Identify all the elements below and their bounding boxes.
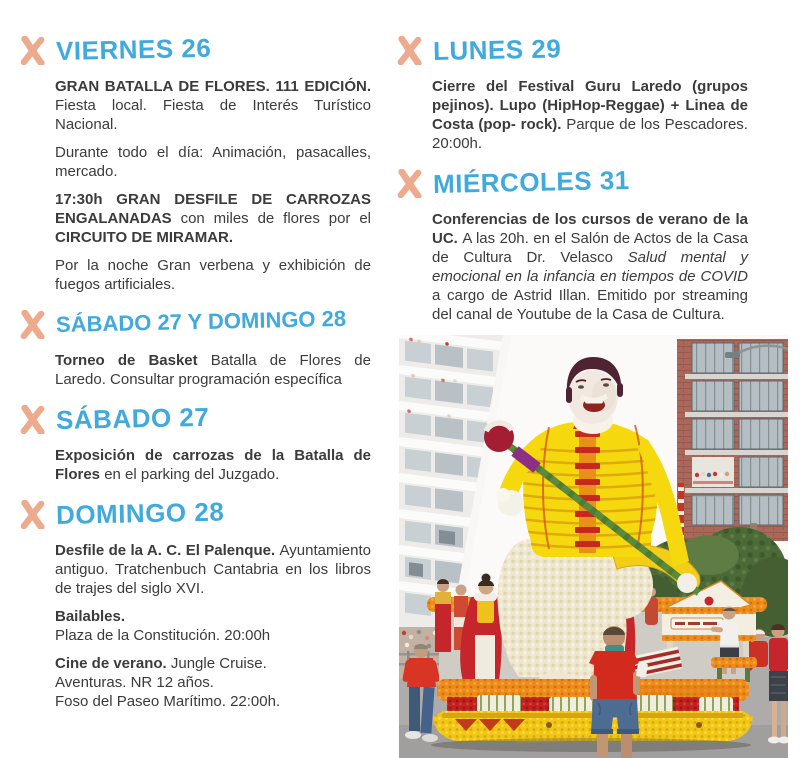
day-section — [18, 305, 371, 389]
text-run: Batalla de Flores de Laredo. Consultar programación específica — [55, 352, 371, 388]
event-paragraph — [55, 256, 371, 294]
day-section-header — [395, 164, 748, 199]
text-run: con miles de flores por el — [180, 210, 371, 227]
event-paragraph — [55, 541, 371, 598]
day-section — [18, 32, 371, 294]
day-section — [18, 401, 371, 484]
day-section-header — [18, 32, 371, 66]
text-run: a cargo de Astrid Illan. Emitido por streaming del canal de Youtube de la Casa de Cultura. — [432, 287, 748, 323]
event-paragraph — [55, 351, 371, 389]
text-run: Conferencias de los cursos de verano de la UC. — [432, 211, 748, 247]
event-paragraph — [55, 446, 371, 484]
day-heading: SÁBADO 27 Y DOMINGO 28 — [55, 305, 347, 337]
event-paragraph — [432, 210, 748, 324]
text-run: A las 20h. en el Salón de Actos de la Casa de Cultura Dr. Velasco — [432, 230, 749, 266]
x-marker-icon — [18, 36, 47, 65]
text-run: Plaza de la Constitución. 20:00h — [55, 627, 271, 644]
day-section-header — [18, 495, 371, 530]
x-marker-icon — [395, 36, 424, 65]
text-run: CIRCUITO DE MIRAMAR. — [55, 229, 234, 246]
text-run: Aventuras. NR 12 años. — [55, 674, 214, 691]
day-section — [18, 495, 371, 711]
day-heading: VIERNES 26 — [55, 32, 212, 66]
event-paragraph — [55, 190, 371, 247]
x-marker-icon — [18, 500, 47, 529]
text-run: Torneo de Basket — [55, 352, 211, 369]
text-run: Foso del Paseo Marítimo. 22:00h. — [55, 693, 281, 710]
text-run: Parque de los Pescadores. 20:00h. — [432, 116, 748, 152]
event-paragraph — [55, 77, 371, 134]
text-run: GRAN BATALLA DE FLORES. 111 EDICIÓN. — [55, 78, 371, 95]
day-section-body — [432, 77, 748, 153]
day-section-header — [395, 32, 748, 66]
text-run: Cine de verano. — [55, 655, 171, 672]
text-run: Jungle Cruise. — [170, 655, 267, 672]
text-run: Durante todo el día: Animación, pasacalles, mercado. — [55, 144, 371, 180]
day-section-body — [55, 541, 371, 711]
day-section — [395, 32, 748, 153]
parade-float-photo — [399, 335, 788, 758]
x-marker-icon — [18, 310, 47, 339]
day-heading: DOMINGO 28 — [55, 495, 225, 530]
right-building — [677, 339, 788, 543]
day-section-body — [55, 446, 371, 484]
text-run: Ayuntamiento antiguo. Tratchenbuch Cantabria en los libros de trajes del siglo XVI. — [55, 542, 371, 597]
event-paragraph — [432, 77, 748, 153]
day-section-body — [432, 210, 748, 324]
text-run: 17:30h GRAN DESFILE DE CARROZAS ENGALANADAS — [55, 191, 371, 227]
text-run: Cierre del Festival Guru Laredo (grupos pejinos). Lupo (HipHop-Reggae) + Linea de Costa (pop- rock). — [432, 78, 748, 133]
day-section-body — [55, 77, 371, 294]
text-run: Bailables. — [55, 608, 126, 625]
x-marker-icon — [18, 405, 47, 434]
day-section-header — [18, 305, 371, 339]
photo-illustration — [399, 335, 788, 758]
text-run: Fiesta local. Fiesta de Interés Turístico Nacional. — [55, 97, 371, 133]
text-run: Salud mental y emocional en la infancia en tiempos de COVID — [432, 249, 748, 285]
day-section — [395, 164, 749, 324]
day-section-body — [55, 351, 371, 389]
event-paragraph — [55, 654, 371, 711]
program-right-column — [395, 32, 749, 333]
program-left-column — [18, 32, 371, 720]
day-section-header — [18, 401, 371, 435]
event-paragraph — [55, 143, 371, 181]
day-heading: MIÉRCOLES 31 — [432, 164, 630, 199]
text-run: Exposición de carrozas de la Batalla de Flores — [55, 447, 371, 483]
day-heading: SÁBADO 27 — [55, 401, 210, 435]
text-run: Por la noche Gran verbena y exhibición de fuegos artificiales. — [55, 257, 371, 293]
x-marker-icon — [395, 169, 424, 198]
text-run: Desfile de la A. C. El Palenque. — [55, 542, 280, 559]
day-heading: LUNES 29 — [432, 32, 562, 66]
event-paragraph — [55, 607, 371, 645]
text-run: en el parking del Juzgado. — [104, 466, 280, 483]
